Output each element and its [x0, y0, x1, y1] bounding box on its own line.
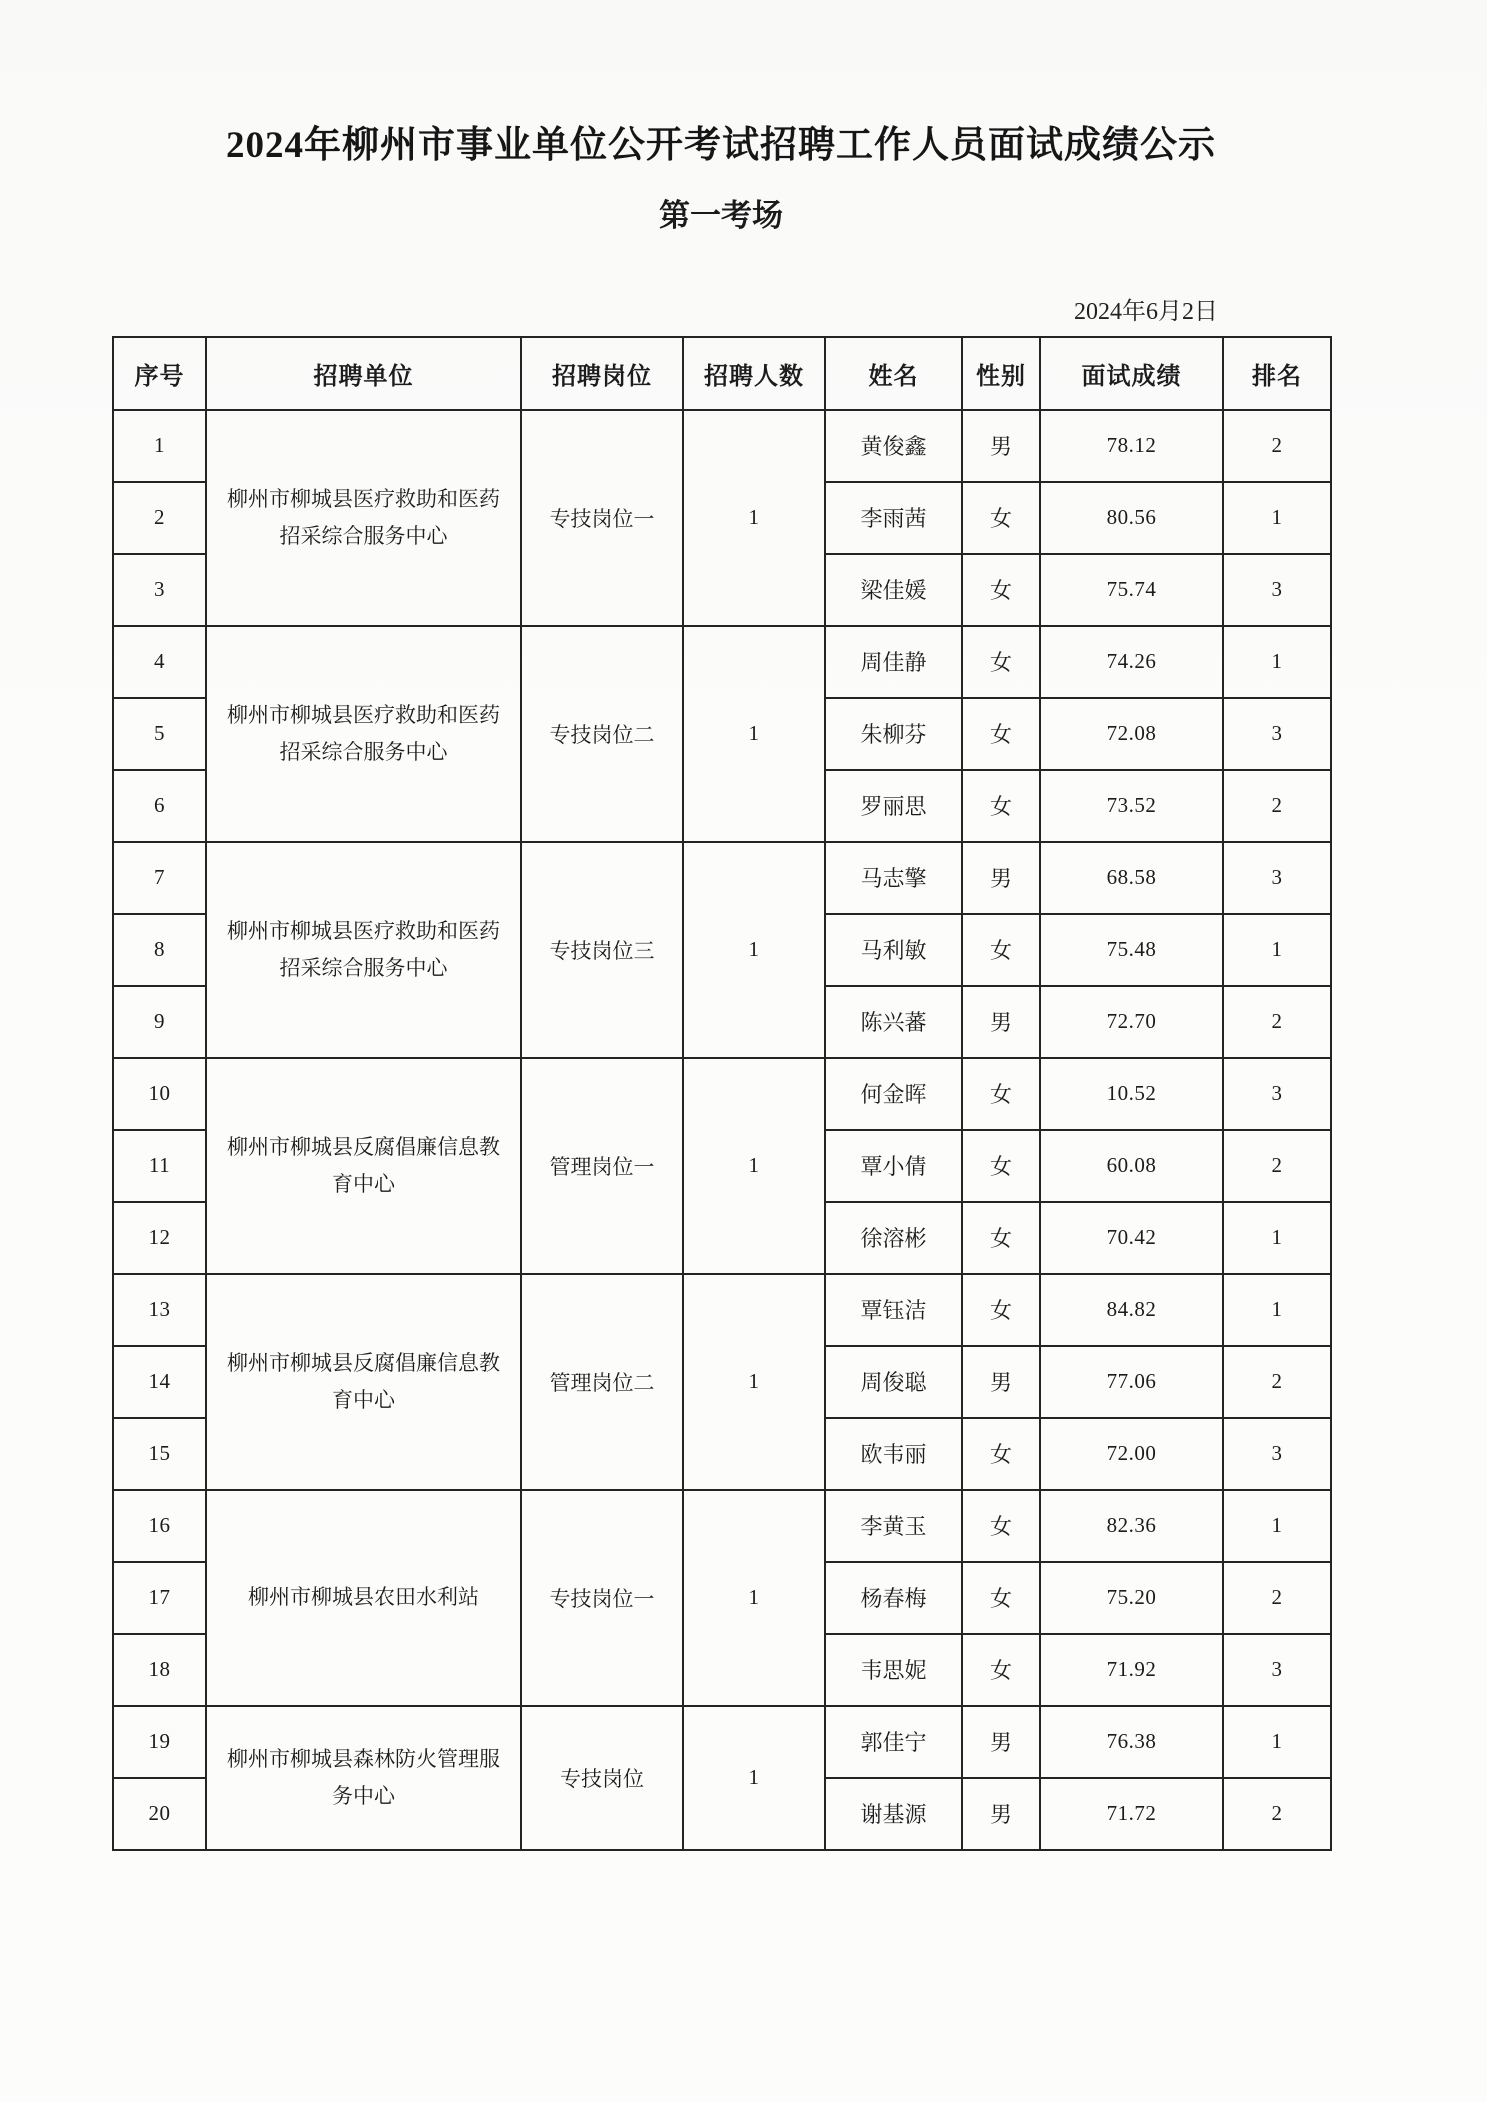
cell-rank: 2: [1223, 1130, 1331, 1202]
column-header: 性别: [962, 337, 1040, 410]
cell-recruiting-unit: 柳州市柳城县医疗救助和医药招采综合服务中心: [206, 626, 521, 842]
cell-rank: 2: [1223, 410, 1331, 482]
cell-serial-number: 18: [113, 1634, 206, 1706]
cell-gender: 女: [962, 1058, 1040, 1130]
cell-interview-score: 68.58: [1040, 842, 1223, 914]
cell-interview-score: 72.00: [1040, 1418, 1223, 1490]
cell-gender: 女: [962, 1418, 1040, 1490]
document-date: 2024年6月2日: [1074, 298, 1218, 325]
cell-gender: 男: [962, 1346, 1040, 1418]
cell-serial-number: 15: [113, 1418, 206, 1490]
cell-rank: 1: [1223, 1274, 1331, 1346]
cell-gender: 女: [962, 626, 1040, 698]
cell-rank: 3: [1223, 1634, 1331, 1706]
cell-position: 专技岗位三: [521, 842, 683, 1058]
cell-interview-score: 75.48: [1040, 914, 1223, 986]
cell-serial-number: 8: [113, 914, 206, 986]
cell-recruiting-unit: 柳州市柳城县医疗救助和医药招采综合服务中心: [206, 410, 521, 626]
cell-candidate-name: 罗丽思: [825, 770, 962, 842]
table-row: [113, 1274, 1331, 1346]
exam-room-subtitle: 第一考场: [659, 197, 783, 233]
cell-recruiting-unit: 柳州市柳城县医疗救助和医药招采综合服务中心: [206, 842, 521, 1058]
cell-gender: 男: [962, 986, 1040, 1058]
column-header: 招聘单位: [206, 337, 521, 410]
cell-serial-number: 14: [113, 1346, 206, 1418]
cell-position: 专技岗位: [521, 1706, 683, 1850]
cell-interview-score: 80.56: [1040, 482, 1223, 554]
cell-gender: 男: [962, 842, 1040, 914]
cell-interview-score: 71.92: [1040, 1634, 1223, 1706]
cell-serial-number: 3: [113, 554, 206, 626]
cell-recruit-count: 1: [683, 1490, 825, 1706]
cell-interview-score: 75.20: [1040, 1562, 1223, 1634]
cell-candidate-name: 徐溶彬: [825, 1202, 962, 1274]
column-header: 招聘人数: [683, 337, 825, 410]
cell-rank: 2: [1223, 986, 1331, 1058]
cell-serial-number: 16: [113, 1490, 206, 1562]
cell-recruiting-unit: 柳州市柳城县反腐倡廉信息教育中心: [206, 1058, 521, 1274]
cell-rank: 3: [1223, 842, 1331, 914]
cell-interview-score: 78.12: [1040, 410, 1223, 482]
results-table-body: [113, 410, 1331, 1850]
cell-serial-number: 4: [113, 626, 206, 698]
cell-recruit-count: 1: [683, 1058, 825, 1274]
cell-position: 专技岗位二: [521, 626, 683, 842]
cell-rank: 1: [1223, 1202, 1331, 1274]
cell-rank: 3: [1223, 1418, 1331, 1490]
cell-candidate-name: 何金晖: [825, 1058, 962, 1130]
cell-serial-number: 19: [113, 1706, 206, 1778]
cell-recruiting-unit: 柳州市柳城县农田水利站: [206, 1490, 521, 1706]
cell-interview-score: 73.52: [1040, 770, 1223, 842]
cell-candidate-name: 韦思妮: [825, 1634, 962, 1706]
cell-serial-number: 17: [113, 1562, 206, 1634]
cell-gender: 男: [962, 410, 1040, 482]
cell-gender: 女: [962, 1130, 1040, 1202]
cell-serial-number: 2: [113, 482, 206, 554]
cell-interview-score: 84.82: [1040, 1274, 1223, 1346]
cell-candidate-name: 李雨茜: [825, 482, 962, 554]
cell-serial-number: 5: [113, 698, 206, 770]
cell-serial-number: 7: [113, 842, 206, 914]
cell-position: 管理岗位二: [521, 1274, 683, 1490]
cell-interview-score: 77.06: [1040, 1346, 1223, 1418]
column-header: 排名: [1223, 337, 1331, 410]
cell-interview-score: 75.74: [1040, 554, 1223, 626]
cell-serial-number: 10: [113, 1058, 206, 1130]
cell-interview-score: 76.38: [1040, 1706, 1223, 1778]
cell-candidate-name: 梁佳媛: [825, 554, 962, 626]
cell-interview-score: 60.08: [1040, 1130, 1223, 1202]
cell-candidate-name: 杨春梅: [825, 1562, 962, 1634]
table-row: [113, 1490, 1331, 1562]
cell-serial-number: 13: [113, 1274, 206, 1346]
table-row: [113, 626, 1331, 698]
cell-serial-number: 6: [113, 770, 206, 842]
table-row: [113, 1706, 1331, 1778]
cell-candidate-name: 朱柳芬: [825, 698, 962, 770]
cell-rank: 2: [1223, 1346, 1331, 1418]
cell-interview-score: 82.36: [1040, 1490, 1223, 1562]
cell-rank: 1: [1223, 1490, 1331, 1562]
table-row: [113, 842, 1331, 914]
cell-rank: 2: [1223, 1778, 1331, 1850]
cell-candidate-name: 黄俊鑫: [825, 410, 962, 482]
column-header: 面试成绩: [1040, 337, 1223, 410]
cell-position: 管理岗位一: [521, 1058, 683, 1274]
cell-rank: 1: [1223, 914, 1331, 986]
results-table: [112, 336, 1332, 1851]
cell-rank: 1: [1223, 626, 1331, 698]
cell-gender: 女: [962, 482, 1040, 554]
cell-interview-score: 71.72: [1040, 1778, 1223, 1850]
cell-candidate-name: 周俊聪: [825, 1346, 962, 1418]
cell-rank: 2: [1223, 1562, 1331, 1634]
cell-gender: 女: [962, 770, 1040, 842]
cell-gender: 女: [962, 554, 1040, 626]
cell-gender: 女: [962, 1202, 1040, 1274]
cell-rank: 1: [1223, 482, 1331, 554]
cell-position: 专技岗位一: [521, 410, 683, 626]
cell-interview-score: 74.26: [1040, 626, 1223, 698]
cell-candidate-name: 李黄玉: [825, 1490, 962, 1562]
cell-candidate-name: 覃钰洁: [825, 1274, 962, 1346]
cell-rank: 3: [1223, 554, 1331, 626]
cell-gender: 男: [962, 1778, 1040, 1850]
table-header-row: [113, 337, 1331, 410]
cell-rank: 2: [1223, 770, 1331, 842]
cell-recruiting-unit: 柳州市柳城县反腐倡廉信息教育中心: [206, 1274, 521, 1490]
column-header: 招聘岗位: [521, 337, 683, 410]
cell-candidate-name: 谢基源: [825, 1778, 962, 1850]
cell-serial-number: 12: [113, 1202, 206, 1274]
cell-rank: 3: [1223, 1058, 1331, 1130]
cell-serial-number: 1: [113, 410, 206, 482]
cell-recruit-count: 1: [683, 410, 825, 626]
cell-gender: 女: [962, 914, 1040, 986]
table-row: [113, 1058, 1331, 1130]
cell-interview-score: 10.52: [1040, 1058, 1223, 1130]
cell-rank: 1: [1223, 1706, 1331, 1778]
cell-candidate-name: 郭佳宁: [825, 1706, 962, 1778]
column-header: 序号: [113, 337, 206, 410]
cell-candidate-name: 陈兴蕃: [825, 986, 962, 1058]
cell-recruit-count: 1: [683, 1706, 825, 1850]
column-header: 姓名: [825, 337, 962, 410]
cell-candidate-name: 覃小倩: [825, 1130, 962, 1202]
cell-gender: 女: [962, 1562, 1040, 1634]
cell-interview-score: 70.42: [1040, 1202, 1223, 1274]
cell-recruit-count: 1: [683, 626, 825, 842]
cell-candidate-name: 马志擎: [825, 842, 962, 914]
cell-serial-number: 11: [113, 1130, 206, 1202]
cell-candidate-name: 周佳静: [825, 626, 962, 698]
cell-gender: 女: [962, 1274, 1040, 1346]
cell-gender: 男: [962, 1706, 1040, 1778]
cell-gender: 女: [962, 698, 1040, 770]
cell-interview-score: 72.70: [1040, 986, 1223, 1058]
cell-serial-number: 9: [113, 986, 206, 1058]
cell-candidate-name: 马利敏: [825, 914, 962, 986]
cell-candidate-name: 欧韦丽: [825, 1418, 962, 1490]
table-row: [113, 410, 1331, 482]
cell-gender: 女: [962, 1490, 1040, 1562]
cell-position: 专技岗位一: [521, 1490, 683, 1706]
cell-recruit-count: 1: [683, 842, 825, 1058]
cell-interview-score: 72.08: [1040, 698, 1223, 770]
cell-gender: 女: [962, 1634, 1040, 1706]
cell-recruit-count: 1: [683, 1274, 825, 1490]
cell-serial-number: 20: [113, 1778, 206, 1850]
cell-rank: 3: [1223, 698, 1331, 770]
cell-recruiting-unit: 柳州市柳城县森林防火管理服务中心: [206, 1706, 521, 1850]
document-title: 2024年柳州市事业单位公开考试招聘工作人员面试成绩公示: [226, 125, 1216, 166]
